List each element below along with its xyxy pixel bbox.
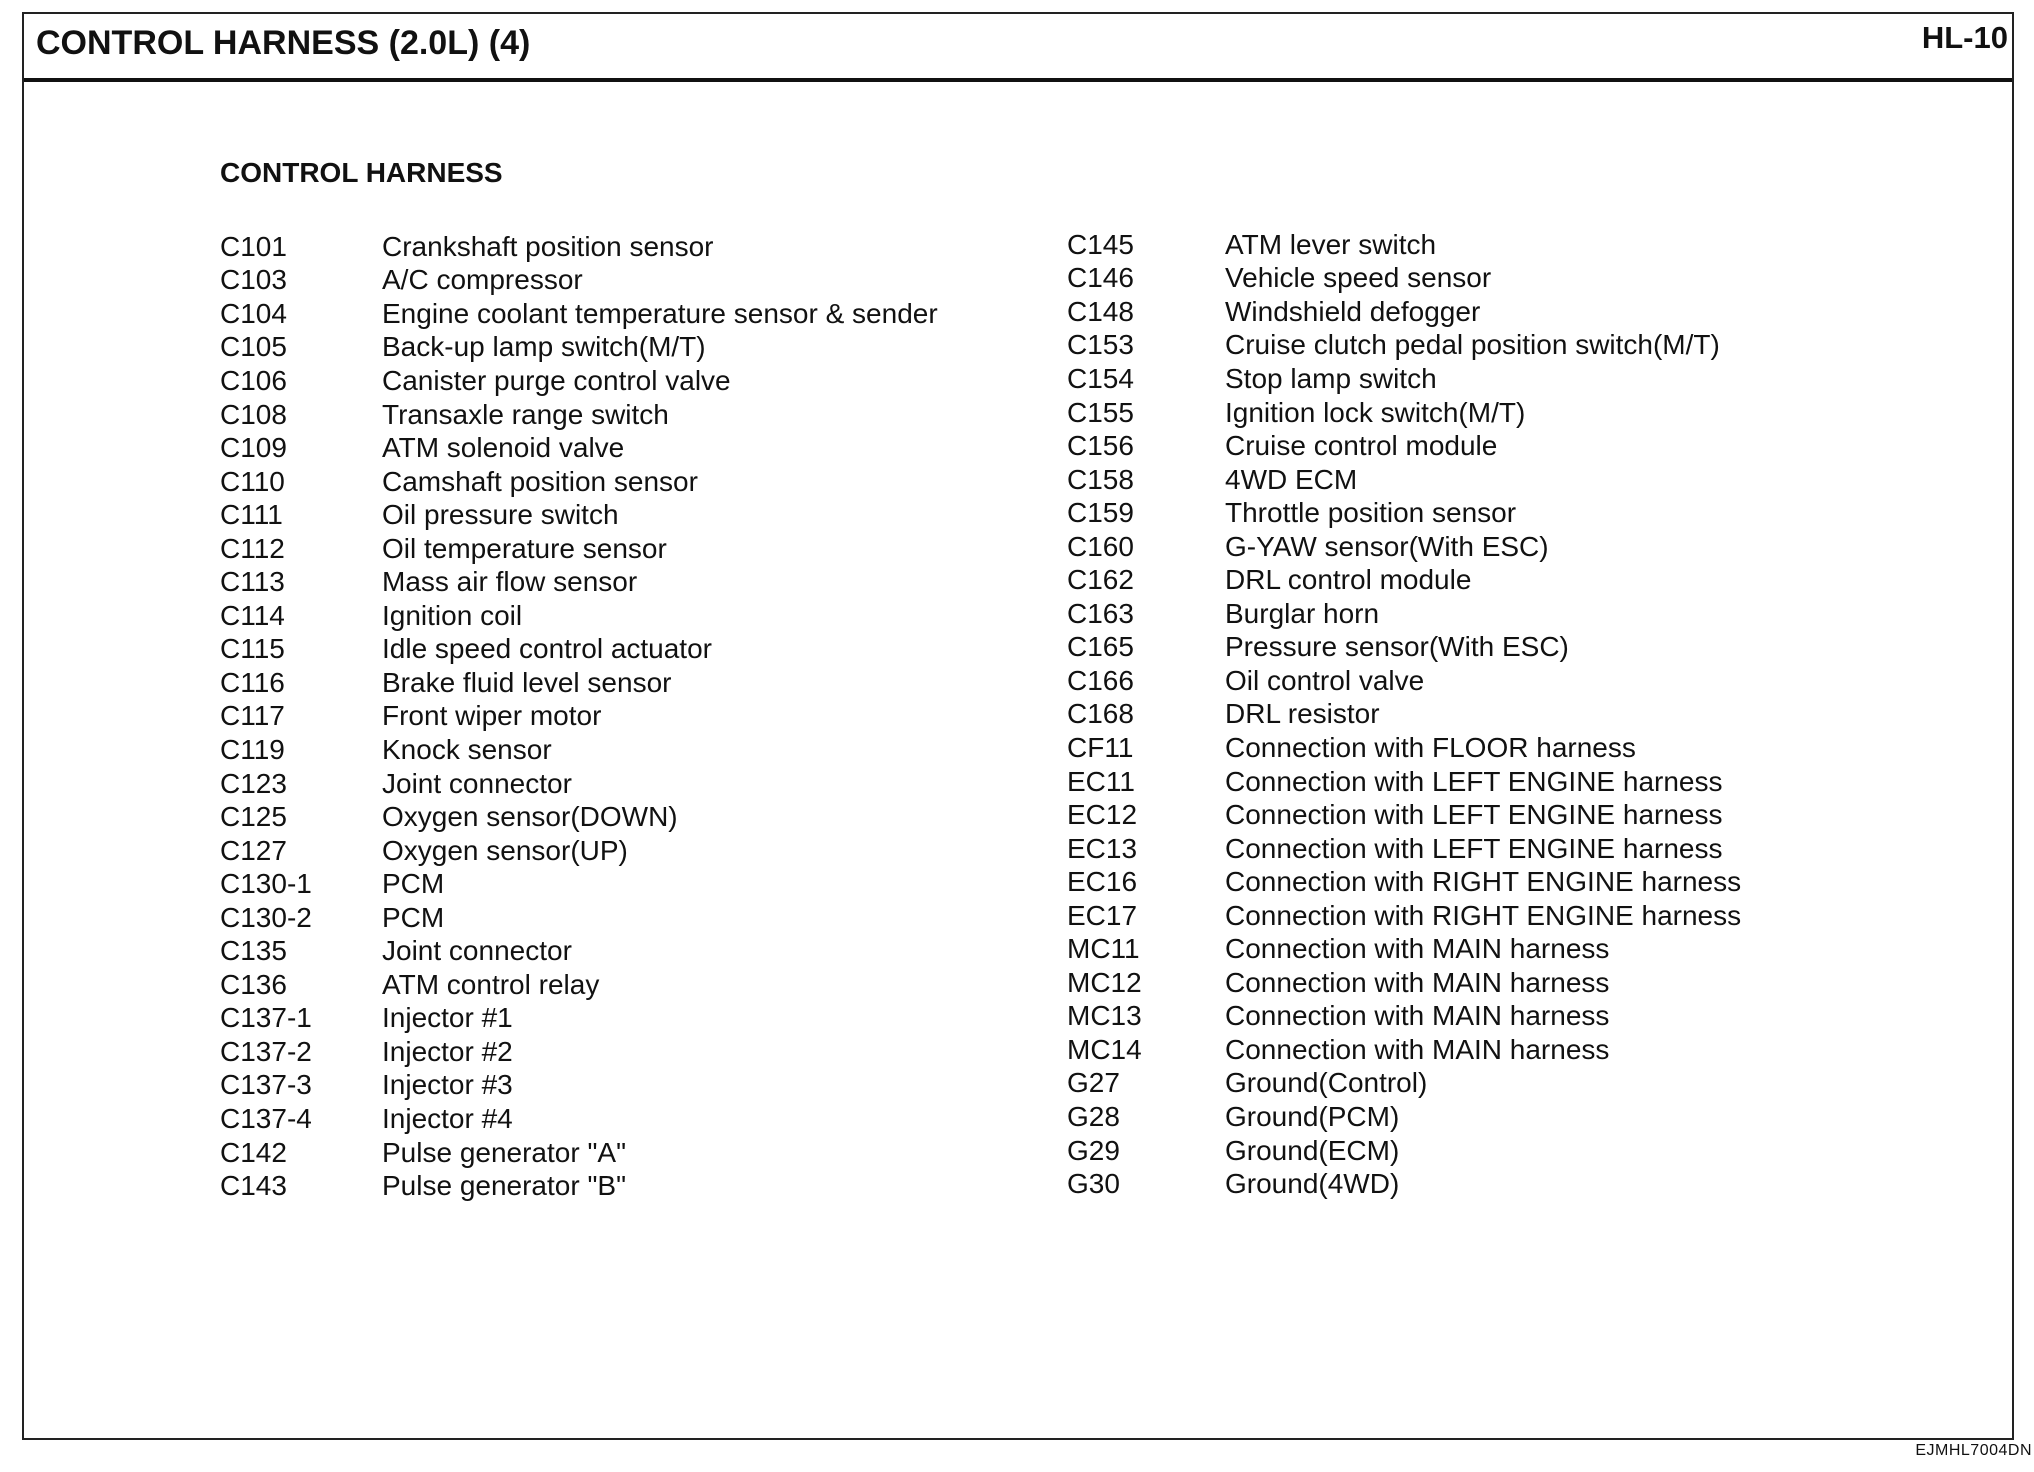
connector-description: Joint connector xyxy=(382,767,572,799)
connector-row xyxy=(220,901,938,935)
connector-description: Stop lamp switch xyxy=(1225,362,1437,394)
connector-description: 4WD ECM xyxy=(1225,463,1358,495)
connector-code: C146 xyxy=(1067,262,1134,294)
connector-row xyxy=(220,498,938,532)
connector-row xyxy=(1067,698,1741,732)
connector-code: C143 xyxy=(220,1170,287,1202)
connector-code: C112 xyxy=(220,532,285,564)
connector-description: Pressure sensor(With ESC) xyxy=(1225,631,1569,663)
connector-description: PCM xyxy=(382,868,445,900)
connector-row xyxy=(220,465,938,499)
connector-code: C114 xyxy=(220,599,285,631)
connector-description: Connection with LEFT ENGINE harness xyxy=(1225,799,1723,831)
connector-description: DRL resistor xyxy=(1225,698,1380,730)
connector-description: Idle speed control actuator xyxy=(382,633,712,665)
connector-row xyxy=(220,666,938,700)
connector-row xyxy=(1067,496,1741,530)
connector-description: Oil pressure switch xyxy=(382,499,619,531)
connector-code: MC13 xyxy=(1067,1000,1142,1032)
connector-description: Ground(PCM) xyxy=(1225,1100,1400,1132)
connector-code: C104 xyxy=(220,297,287,329)
connector-description: Oil temperature sensor xyxy=(382,532,667,564)
connector-code: EC16 xyxy=(1067,866,1138,898)
connector-code: C130-2 xyxy=(220,901,312,933)
connector-description: Brake fluid level sensor xyxy=(382,666,672,698)
connector-row xyxy=(1067,429,1741,463)
connector-description: Injector #3 xyxy=(382,1069,513,1101)
connector-description: ATM control relay xyxy=(382,968,600,1000)
connector-row xyxy=(1067,865,1741,899)
connector-row xyxy=(1067,362,1741,396)
connector-code: C137-4 xyxy=(220,1102,312,1134)
connector-description: Connection with MAIN harness xyxy=(1225,933,1610,965)
connector-row xyxy=(1067,1067,1741,1101)
connector-description: Engine coolant temperature sensor & sender xyxy=(382,297,938,329)
connector-code: G27 xyxy=(1067,1067,1120,1099)
connector-code: MC12 xyxy=(1067,966,1142,998)
connector-description: DRL control module xyxy=(1225,564,1472,596)
connector-row xyxy=(1067,1033,1741,1067)
connector-description: Injector #1 xyxy=(382,1002,513,1034)
connector-row xyxy=(1067,530,1741,564)
connector-description: Camshaft position sensor xyxy=(382,465,698,497)
page-title: CONTROL HARNESS (2.0L) (4) xyxy=(36,24,531,62)
connector-row xyxy=(1067,664,1741,698)
connector-row xyxy=(220,1169,938,1203)
connector-row xyxy=(1067,262,1741,296)
connector-row xyxy=(220,364,938,398)
connector-description: Pulse generator "A" xyxy=(382,1136,627,1168)
connector-list-left xyxy=(220,230,938,1203)
connector-code: C165 xyxy=(1067,631,1134,663)
connector-description: Throttle position sensor xyxy=(1225,497,1517,529)
connector-code: C136 xyxy=(220,968,287,1000)
connector-description: Cruise clutch pedal position switch(M/T) xyxy=(1225,329,1720,361)
connector-description: Ground(4WD) xyxy=(1225,1168,1400,1200)
connector-row xyxy=(1067,329,1741,363)
connector-code: C145 xyxy=(1067,228,1134,260)
connector-code: CF11 xyxy=(1067,731,1134,763)
connector-description: Connection with FLOOR harness xyxy=(1225,731,1636,763)
connector-row xyxy=(1067,597,1741,631)
connector-row xyxy=(1067,463,1741,497)
connector-row xyxy=(220,264,938,298)
connector-description: Connection with MAIN harness xyxy=(1225,1033,1610,1065)
connector-row xyxy=(1067,295,1741,329)
connector-description: Knock sensor xyxy=(382,733,552,765)
connector-code: C105 xyxy=(220,331,287,363)
connector-row xyxy=(1067,631,1741,665)
connector-code: C113 xyxy=(220,566,285,598)
connector-code: C160 xyxy=(1067,530,1134,562)
connector-row xyxy=(220,1102,938,1136)
connector-row xyxy=(1067,731,1741,765)
connector-code: C159 xyxy=(1067,497,1134,529)
connector-row xyxy=(220,700,938,734)
connector-code: C130-1 xyxy=(220,868,312,900)
connector-code: G30 xyxy=(1067,1168,1120,1200)
connector-description: Ground(ECM) xyxy=(1225,1134,1400,1166)
connector-description: Ignition coil xyxy=(382,599,523,631)
connector-description: Transaxle range switch xyxy=(382,398,669,430)
connector-code: C127 xyxy=(220,834,287,866)
connector-code: EC17 xyxy=(1067,899,1138,931)
connector-row xyxy=(1067,932,1741,966)
connector-code: C123 xyxy=(220,767,287,799)
connector-row xyxy=(1067,765,1741,799)
connector-row xyxy=(220,1035,938,1069)
connector-row xyxy=(1067,1167,1741,1201)
connector-row xyxy=(220,331,938,365)
connector-row xyxy=(220,431,938,465)
connector-code: EC13 xyxy=(1067,832,1138,864)
connector-code: C137-2 xyxy=(220,1035,312,1067)
connector-row xyxy=(1067,1100,1741,1134)
connector-code: C162 xyxy=(1067,564,1134,596)
connector-description: Crankshaft position sensor xyxy=(382,230,714,262)
connector-code: C101 xyxy=(220,230,287,262)
connector-row xyxy=(220,565,938,599)
connector-code: C168 xyxy=(1067,698,1134,730)
connector-code: G29 xyxy=(1067,1134,1120,1166)
connector-row xyxy=(220,230,938,264)
connector-description: Injector #2 xyxy=(382,1035,513,1067)
connector-description: Pulse generator "B" xyxy=(382,1170,627,1202)
connector-code: C115 xyxy=(220,633,285,665)
connector-code: C117 xyxy=(220,700,285,732)
connector-code: EC12 xyxy=(1067,799,1138,831)
connector-description: Connection with LEFT ENGINE harness xyxy=(1225,832,1723,864)
connector-description: G-YAW sensor(With ESC) xyxy=(1225,530,1549,562)
connector-code: C119 xyxy=(220,733,285,765)
connector-description: Ground(Control) xyxy=(1225,1067,1428,1099)
connector-list-right xyxy=(1067,228,1741,1201)
connector-description: Back-up lamp switch(M/T) xyxy=(382,331,706,363)
connector-row xyxy=(1067,798,1741,832)
connector-code: C103 xyxy=(220,264,287,296)
connector-row xyxy=(1067,563,1741,597)
connector-code: C163 xyxy=(1067,597,1134,629)
page-code: HL-10 xyxy=(1921,20,2008,55)
connector-code: C158 xyxy=(1067,463,1134,495)
connector-code: MC14 xyxy=(1067,1033,1142,1065)
connector-code: C135 xyxy=(220,935,287,967)
section-heading: CONTROL HARNESS xyxy=(220,157,503,188)
connector-description: Connection with MAIN harness xyxy=(1225,966,1610,998)
connector-description: Burglar horn xyxy=(1225,597,1380,629)
connector-code: C137-3 xyxy=(220,1069,312,1101)
figure-id: EJMHL7004DN xyxy=(1915,1442,2032,1459)
connector-row xyxy=(220,1002,938,1036)
connector-code: C142 xyxy=(220,1136,287,1168)
connector-code: C116 xyxy=(220,666,285,698)
connector-row xyxy=(220,867,938,901)
connector-description: ATM solenoid valve xyxy=(382,432,625,464)
connector-row xyxy=(220,398,938,432)
connector-code: C125 xyxy=(220,801,287,833)
connector-code: C111 xyxy=(220,499,283,531)
connector-row xyxy=(220,532,938,566)
connector-code: G28 xyxy=(1067,1100,1120,1132)
connector-code: C137-1 xyxy=(220,1002,312,1034)
connector-description: Joint connector xyxy=(382,935,572,967)
connector-description: Connection with LEFT ENGINE harness xyxy=(1225,765,1723,797)
connector-code: C156 xyxy=(1067,430,1134,462)
connector-code: C155 xyxy=(1067,396,1134,428)
connector-description: Oxygen sensor(UP) xyxy=(382,834,628,866)
connector-code: C106 xyxy=(220,364,287,396)
connector-description: Mass air flow sensor xyxy=(382,566,638,598)
connector-row xyxy=(220,800,938,834)
connector-description: Ignition lock switch(M/T) xyxy=(1225,396,1526,428)
page-header xyxy=(24,14,2012,82)
connector-description: Cruise control module xyxy=(1225,430,1498,462)
connector-description: Canister purge control valve xyxy=(382,364,731,396)
connector-row xyxy=(220,633,938,667)
connector-row xyxy=(220,1136,938,1170)
connector-row xyxy=(220,297,938,331)
connector-row xyxy=(220,968,938,1002)
connector-row xyxy=(220,934,938,968)
connector-code: EC11 xyxy=(1067,765,1135,797)
connector-description: Connection with MAIN harness xyxy=(1225,1000,1610,1032)
connector-code: C110 xyxy=(220,465,285,497)
connector-code: C108 xyxy=(220,398,287,430)
connector-row xyxy=(220,834,938,868)
connector-code: C153 xyxy=(1067,329,1134,361)
connector-row xyxy=(1067,228,1741,262)
connector-description: Connection with RIGHT ENGINE harness xyxy=(1225,899,1742,931)
connector-row xyxy=(220,1069,938,1103)
connector-description: Windshield defogger xyxy=(1225,295,1481,327)
connector-description: ATM lever switch xyxy=(1225,228,1437,260)
connector-code: C166 xyxy=(1067,664,1134,696)
connector-description: Vehicle speed sensor xyxy=(1225,262,1492,294)
connector-row xyxy=(220,599,938,633)
connector-row xyxy=(220,733,938,767)
connector-code: C109 xyxy=(220,432,287,464)
connector-row xyxy=(1067,966,1741,1000)
connector-code: MC11 xyxy=(1067,933,1140,965)
connector-description: Connection with RIGHT ENGINE harness xyxy=(1225,866,1742,898)
connector-row xyxy=(1067,832,1741,866)
connector-row xyxy=(220,767,938,801)
connector-row xyxy=(1067,899,1741,933)
connector-row xyxy=(1067,1000,1741,1034)
connector-description: PCM xyxy=(382,901,445,933)
connector-description: A/C compressor xyxy=(382,264,583,296)
connector-description: Front wiper motor xyxy=(382,700,602,732)
connector-description: Oxygen sensor(DOWN) xyxy=(382,801,678,833)
connector-description: Oil control valve xyxy=(1225,664,1425,696)
connector-description: Injector #4 xyxy=(382,1102,513,1134)
connector-row xyxy=(1067,1134,1741,1168)
connector-row xyxy=(1067,396,1741,430)
connector-code: C154 xyxy=(1067,362,1134,394)
connector-code: C148 xyxy=(1067,295,1134,327)
